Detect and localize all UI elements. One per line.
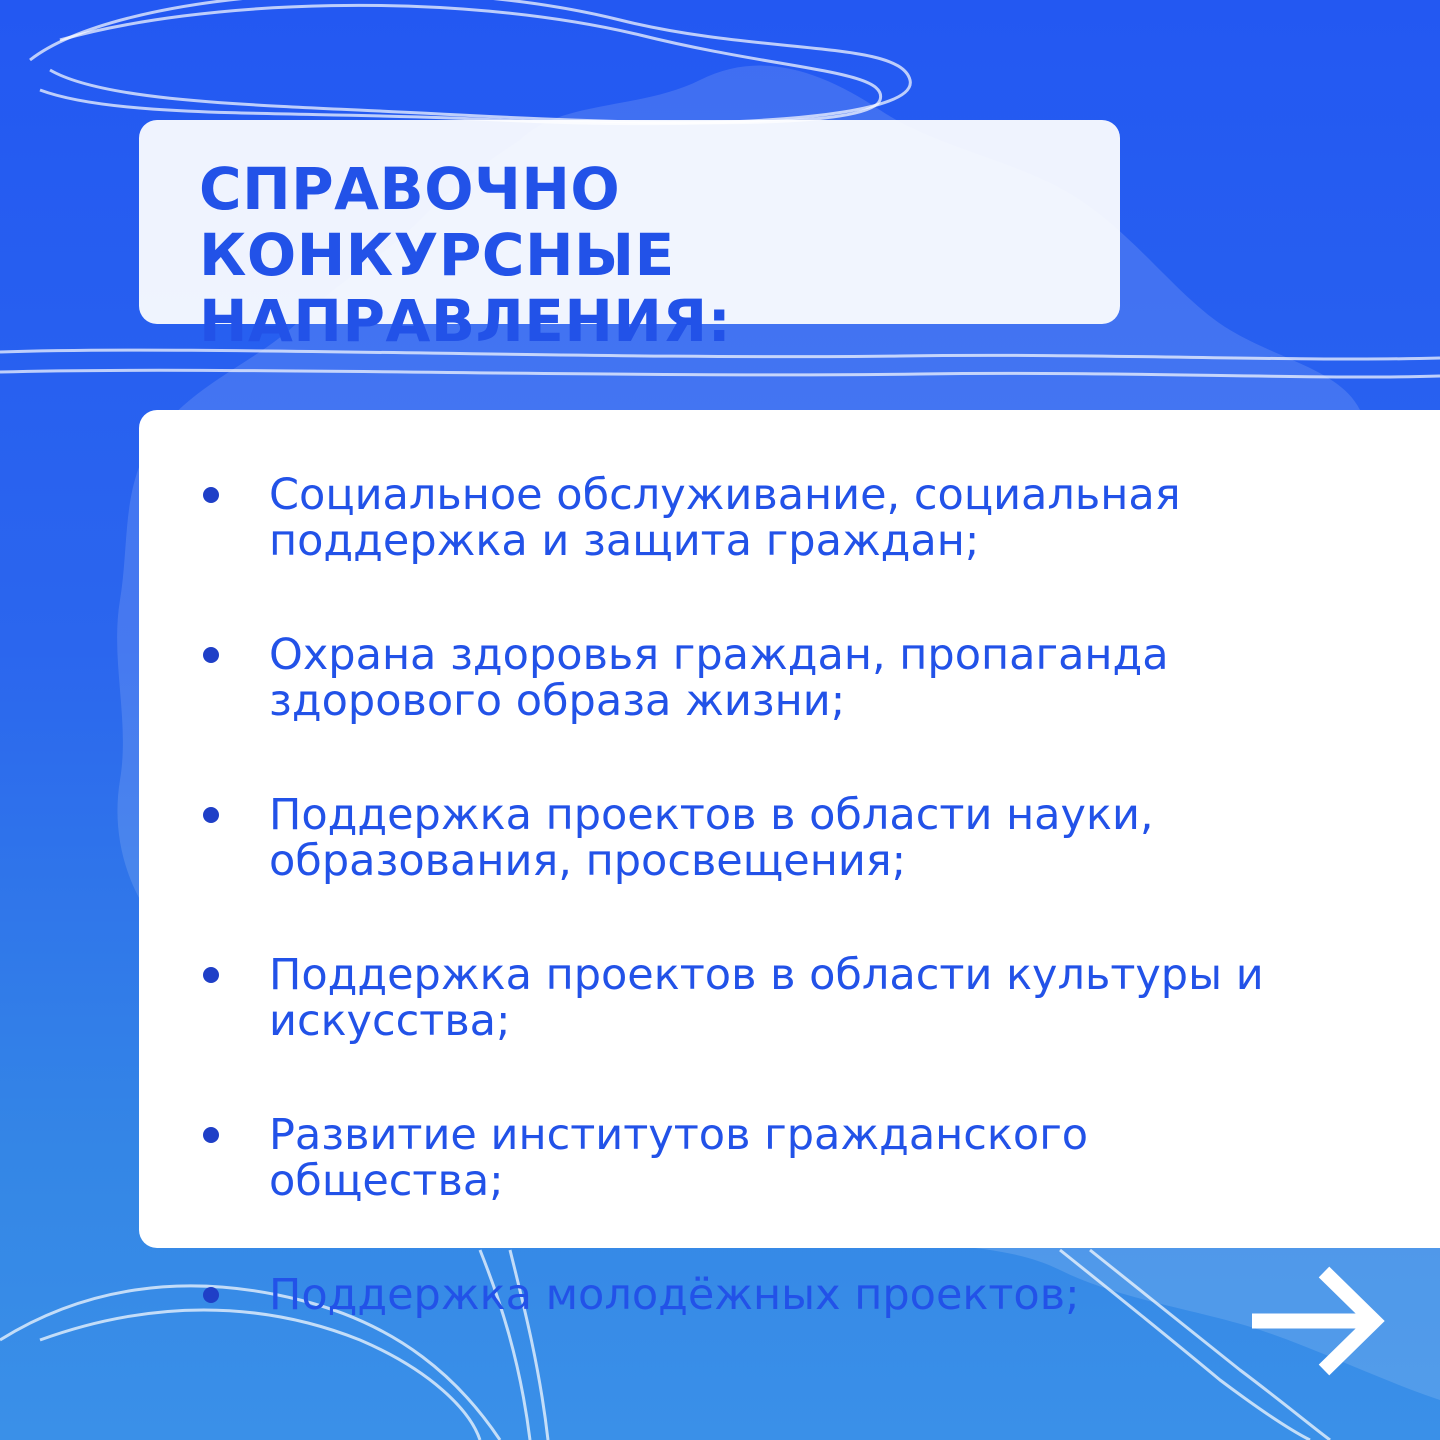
direction-text: Охрана здоровья граждан, пропаганда здорового образа жизни; [269,630,1169,726]
directions-card [139,410,1440,1320]
bullet-icon [203,487,219,503]
directions-list [203,472,1440,1318]
direction-text: Поддержка молодёжных проектов; [269,1270,1080,1320]
arrow-right-icon [1248,1264,1390,1378]
direction-text: Поддержка проектов в области науки, образования, просвещения; [269,790,1154,886]
list-item [203,1272,1283,1318]
list-item [203,472,1283,564]
direction-text: Поддержка проектов в области культуры и искусства; [269,950,1264,1046]
bullet-icon [203,647,219,663]
next-button[interactable] [1248,1264,1390,1378]
list-item [203,1112,1283,1204]
list-item [203,632,1283,724]
direction-text: Социальное обслуживание, социальная поддержка и защита граждан; [269,470,1181,566]
bullet-icon [203,1127,219,1143]
direction-text: Развитие институтов гражданского общества; [269,1110,1089,1206]
list-item [203,792,1283,884]
page-title: СПРАВОЧНО КОНКУРСНЫЕ НАПРАВЛЕНИЯ: [199,155,732,355]
bullet-icon [203,807,219,823]
list-item [203,952,1283,1044]
bullet-icon [203,1287,219,1303]
bullet-icon [203,967,219,983]
title-card [139,120,1120,355]
